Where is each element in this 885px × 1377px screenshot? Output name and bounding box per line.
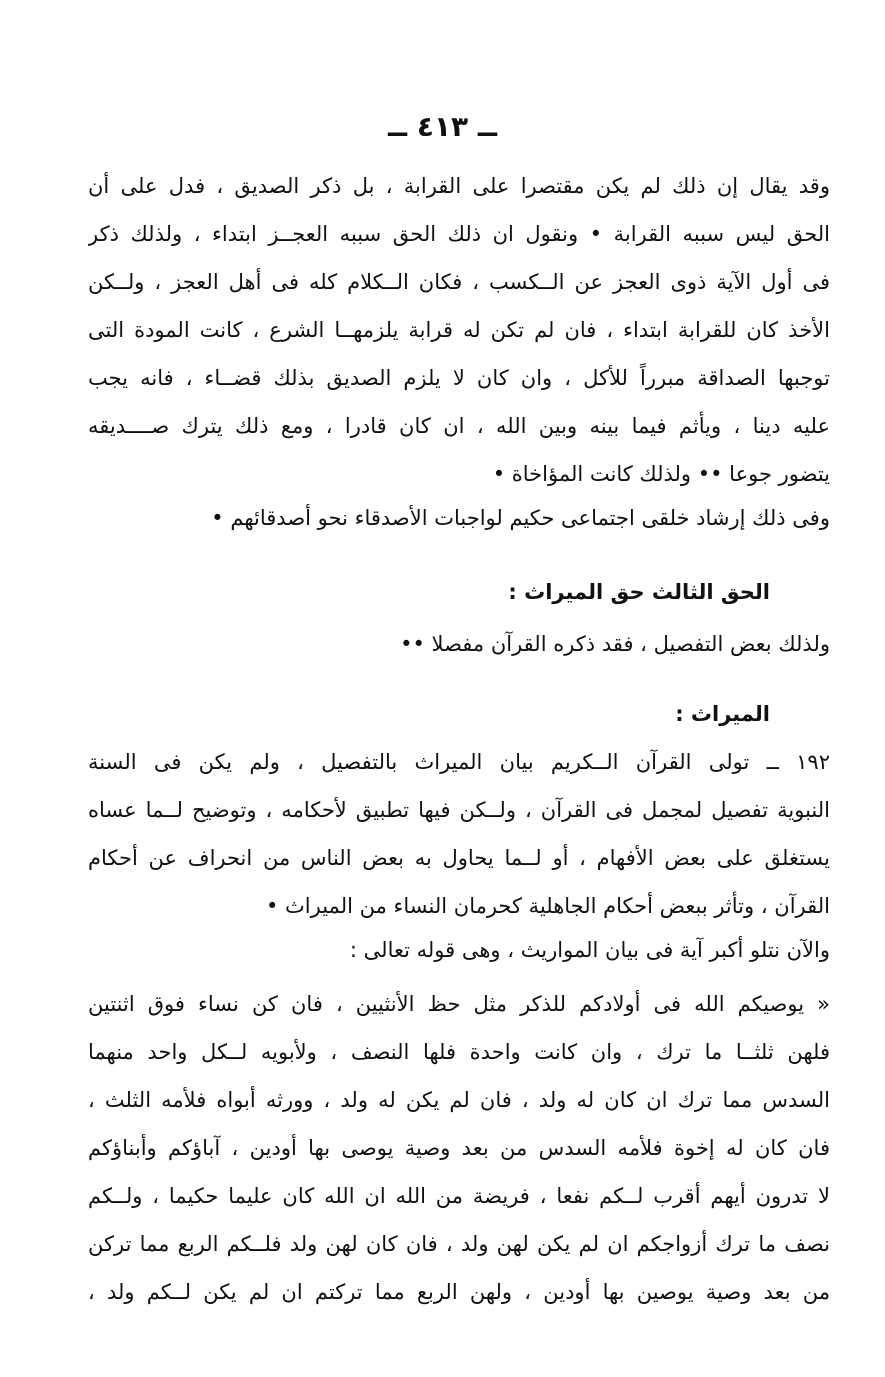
- page-number: ــ ٤١٣ ــ: [387, 110, 498, 143]
- text-line: القرآن ، وتأثر ببعض أحكام الجاهلية كحرمان النساء من الميراث •: [265, 894, 830, 918]
- paragraph-detail-note: ولذلك بعض التفصيل ، فقد ذكره القرآن مفصلا ••: [400, 632, 830, 656]
- quranic-verse: [88, 980, 830, 1316]
- text-line: نصف ما ترك أزواجكم ان لم يكن لهن ولد ، فان كان لهن ولد فلــكم الربع مما تركن: [88, 1232, 830, 1256]
- text-line: « يوصيكم الله فى أولادكم للذكر مثل حظ الأنثيين ، فان كن نساء فوق اثنتين: [88, 992, 830, 1016]
- text-line: توجبها الصداقة مبرراً للأكل ، وان كان لا يلزم الصديق بذلك قضــاء ، فانه يجب: [88, 366, 830, 390]
- text-line: فلهن ثلثــا ما ترك ، وان كانت واحدة فلها النصف ، ولأبويه لــكل واحد منهما: [88, 1040, 830, 1064]
- text-line: وقد يقال إن ذلك لم يكن مقتصرا على القرابة ، بل ذكر الصديق ، فدل على أن: [88, 174, 830, 198]
- text-line: لا تدرون أيهم أقرب لــكم نفعا ، فريضة من الله ان الله كان عليما حكيما ، ولــكم: [88, 1184, 830, 1208]
- text-line: يتضور جوعا •• ولذلك كانت المؤاخاة •: [492, 462, 830, 486]
- text-line: الأخذ كان للقرابة ابتداء ، فان لم تكن له قرابة يلزمهــا الشرع ، كانت المودة التى: [88, 318, 830, 342]
- paragraph-guidance: وفى ذلك إرشاد خلقى اجتماعى حكيم لواجبات الأصدقاء نحو أصدقائهم •: [211, 506, 830, 530]
- paragraph-verse-intro: والآن نتلو أكبر آية فى بيان المواريث ، وهى قوله تعالى :: [349, 938, 830, 962]
- text-line: ١٩٢ ــ تولى القرآن الــكريم بيان الميراث بالتفصيل ، ولم يكن فى السنة: [88, 750, 830, 774]
- text-line: عليه دينا ، ويأثم فيما بينه وبين الله ، ان كان قادرا ، ومع ذلك يترك صــــديقه: [88, 414, 830, 438]
- text-line: النبوية تفصيل لمجمل فى القرآن ، ولــكن فيها تطبيق لأحكامه ، وتوضيح لــما عساه: [88, 798, 830, 822]
- heading-third-right: الحق الثالث حق الميراث :: [508, 580, 770, 604]
- text-line: من بعد وصية يوصين بها أودين ، ولهن الربع مما تركتم ان لم يكن لــكم ولد ،: [88, 1280, 830, 1304]
- text-line: فان كان له إخوة فلأمه السدس من بعد وصية يوصى بها أودين ، آباؤكم وأبناؤكم: [88, 1136, 830, 1160]
- text-line: الحق ليس سببه القرابة • ونقول ان ذلك الحق سببه العجــز ابتداء ، ولذلك ذكر: [88, 222, 830, 246]
- paragraph-inheritance-intro: [88, 738, 830, 930]
- text-line: يستغلق على بعض الأفهام ، أو لــما يحاول به بعض الناس من انحراف عن أحكام: [88, 846, 830, 870]
- paragraph-friend-right: [88, 162, 830, 498]
- text-line: فى أول الآية ذوى العجز عن الــكسب ، فكان الــكلام كله فى أهل العجز ، ولــكن: [88, 270, 830, 294]
- heading-inheritance: الميراث :: [675, 702, 770, 726]
- text-line: السدس مما ترك ان كان له ولد ، فان لم يكن له ولد ، وورثه أبواه فلأمه الثلث ،: [88, 1088, 830, 1112]
